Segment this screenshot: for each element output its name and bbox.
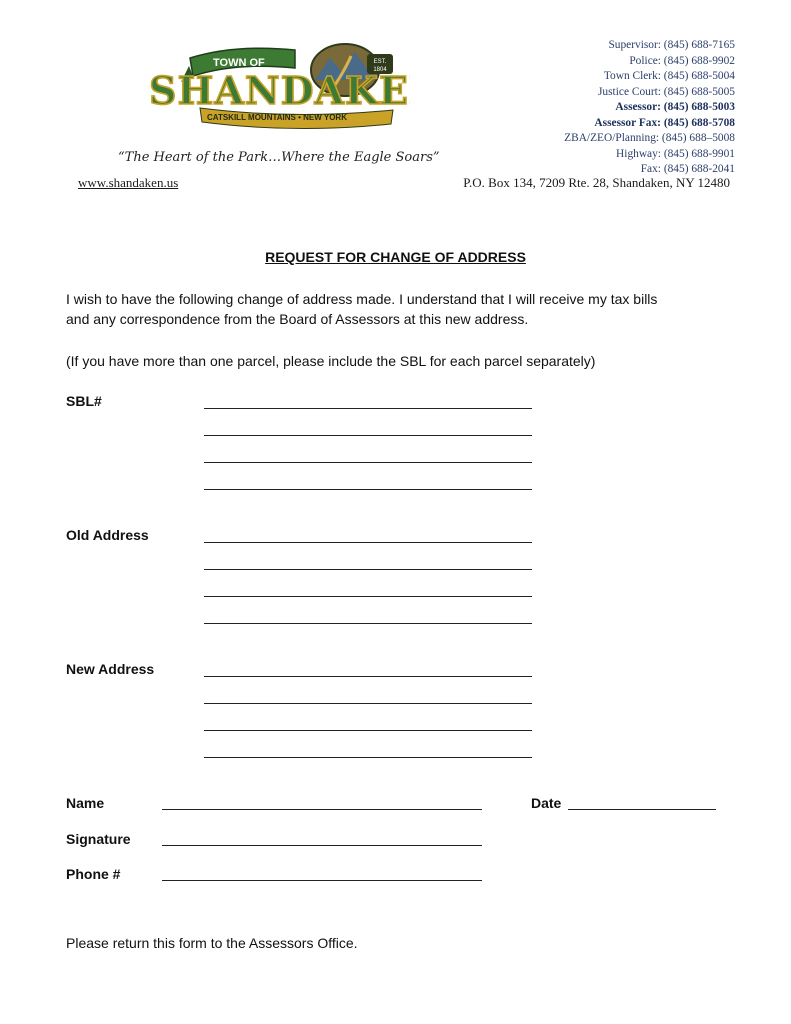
intro-line-1: I wish to have the following change of address made. I understand that I will receive my tax bills (66, 291, 658, 307)
sbl-line-1[interactable] (204, 408, 532, 409)
logo-wordmark: SHANDAKE (149, 68, 409, 113)
contact-zba-zeo-planning: ZBA/ZEO/Planning: (845) 688–5008 (564, 132, 735, 144)
contact-list (564, 38, 735, 178)
old-address-line-4[interactable] (204, 623, 532, 624)
date-label: Date (531, 795, 562, 811)
old-address-line-1[interactable] (204, 542, 532, 543)
sbl-line-4[interactable] (204, 489, 532, 490)
contact-town-clerk: Town Clerk: (845) 688-5004 (603, 70, 735, 82)
website-link[interactable]: www.shandaken.us (78, 175, 179, 190)
old-address-label: Old Address (66, 527, 149, 543)
sbl-line-3[interactable] (204, 462, 532, 463)
return-instructions: Please return this form to the Assessors Office. (66, 935, 358, 951)
logo-town-of: TOWN OF (213, 57, 265, 69)
shandaken-logo (145, 36, 410, 136)
new-address-line-3[interactable] (204, 730, 532, 731)
intro-line-2: and any correspondence from the Board of Assessors at this new address. (66, 311, 529, 327)
new-address-label: New Address (66, 661, 155, 677)
contact-police: Police: (845) 688-9902 (629, 54, 735, 67)
contact-assessor: Assessor: (845) 688-5003 (615, 101, 735, 113)
contact-assessor-fax: Assessor Fax: (845) 688-5708 (594, 116, 735, 129)
sbl-label: SBL# (66, 393, 102, 409)
old-address-line-2[interactable] (204, 569, 532, 570)
contact-highway: Highway: (845) 688-9901 (616, 147, 735, 160)
logo-est-year: 1804 (373, 67, 387, 73)
name-label: Name (66, 795, 105, 811)
form-title: REQUEST FOR CHANGE OF ADDRESS (265, 249, 526, 265)
phone-label: Phone # (66, 866, 121, 882)
contact-fax: Fax: (845) 688-2041 (640, 163, 735, 175)
new-address-line-2[interactable] (204, 703, 532, 704)
tagline: “The Heart of the Park…Where the Eagle Soars” (118, 150, 440, 165)
mailing-address: P.O. Box 134, 7209 Rte. 28, Shandaken, NY 12480 (463, 175, 730, 190)
signature-line[interactable] (162, 845, 482, 846)
logo-est: EST. (373, 59, 387, 65)
name-line[interactable] (162, 809, 482, 810)
new-address-line-1[interactable] (204, 676, 532, 677)
phone-line[interactable] (162, 880, 482, 881)
logo-subtitle: CATSKILL MOUNTAINS • NEW YORK (207, 113, 347, 122)
sbl-line-2[interactable] (204, 435, 532, 436)
signature-label: Signature (66, 831, 131, 847)
parcel-note: (If you have more than one parcel, please include the SBL for each parcel separately) (66, 353, 596, 369)
old-address-line-3[interactable] (204, 596, 532, 597)
new-address-line-4[interactable] (204, 757, 532, 758)
date-line[interactable] (568, 809, 716, 810)
intro-paragraph (66, 289, 746, 329)
contact-supervisor: Supervisor: (845) 688-7165 (608, 39, 735, 51)
contact-justice-court: Justice Court: (845) 688-5005 (598, 85, 735, 98)
